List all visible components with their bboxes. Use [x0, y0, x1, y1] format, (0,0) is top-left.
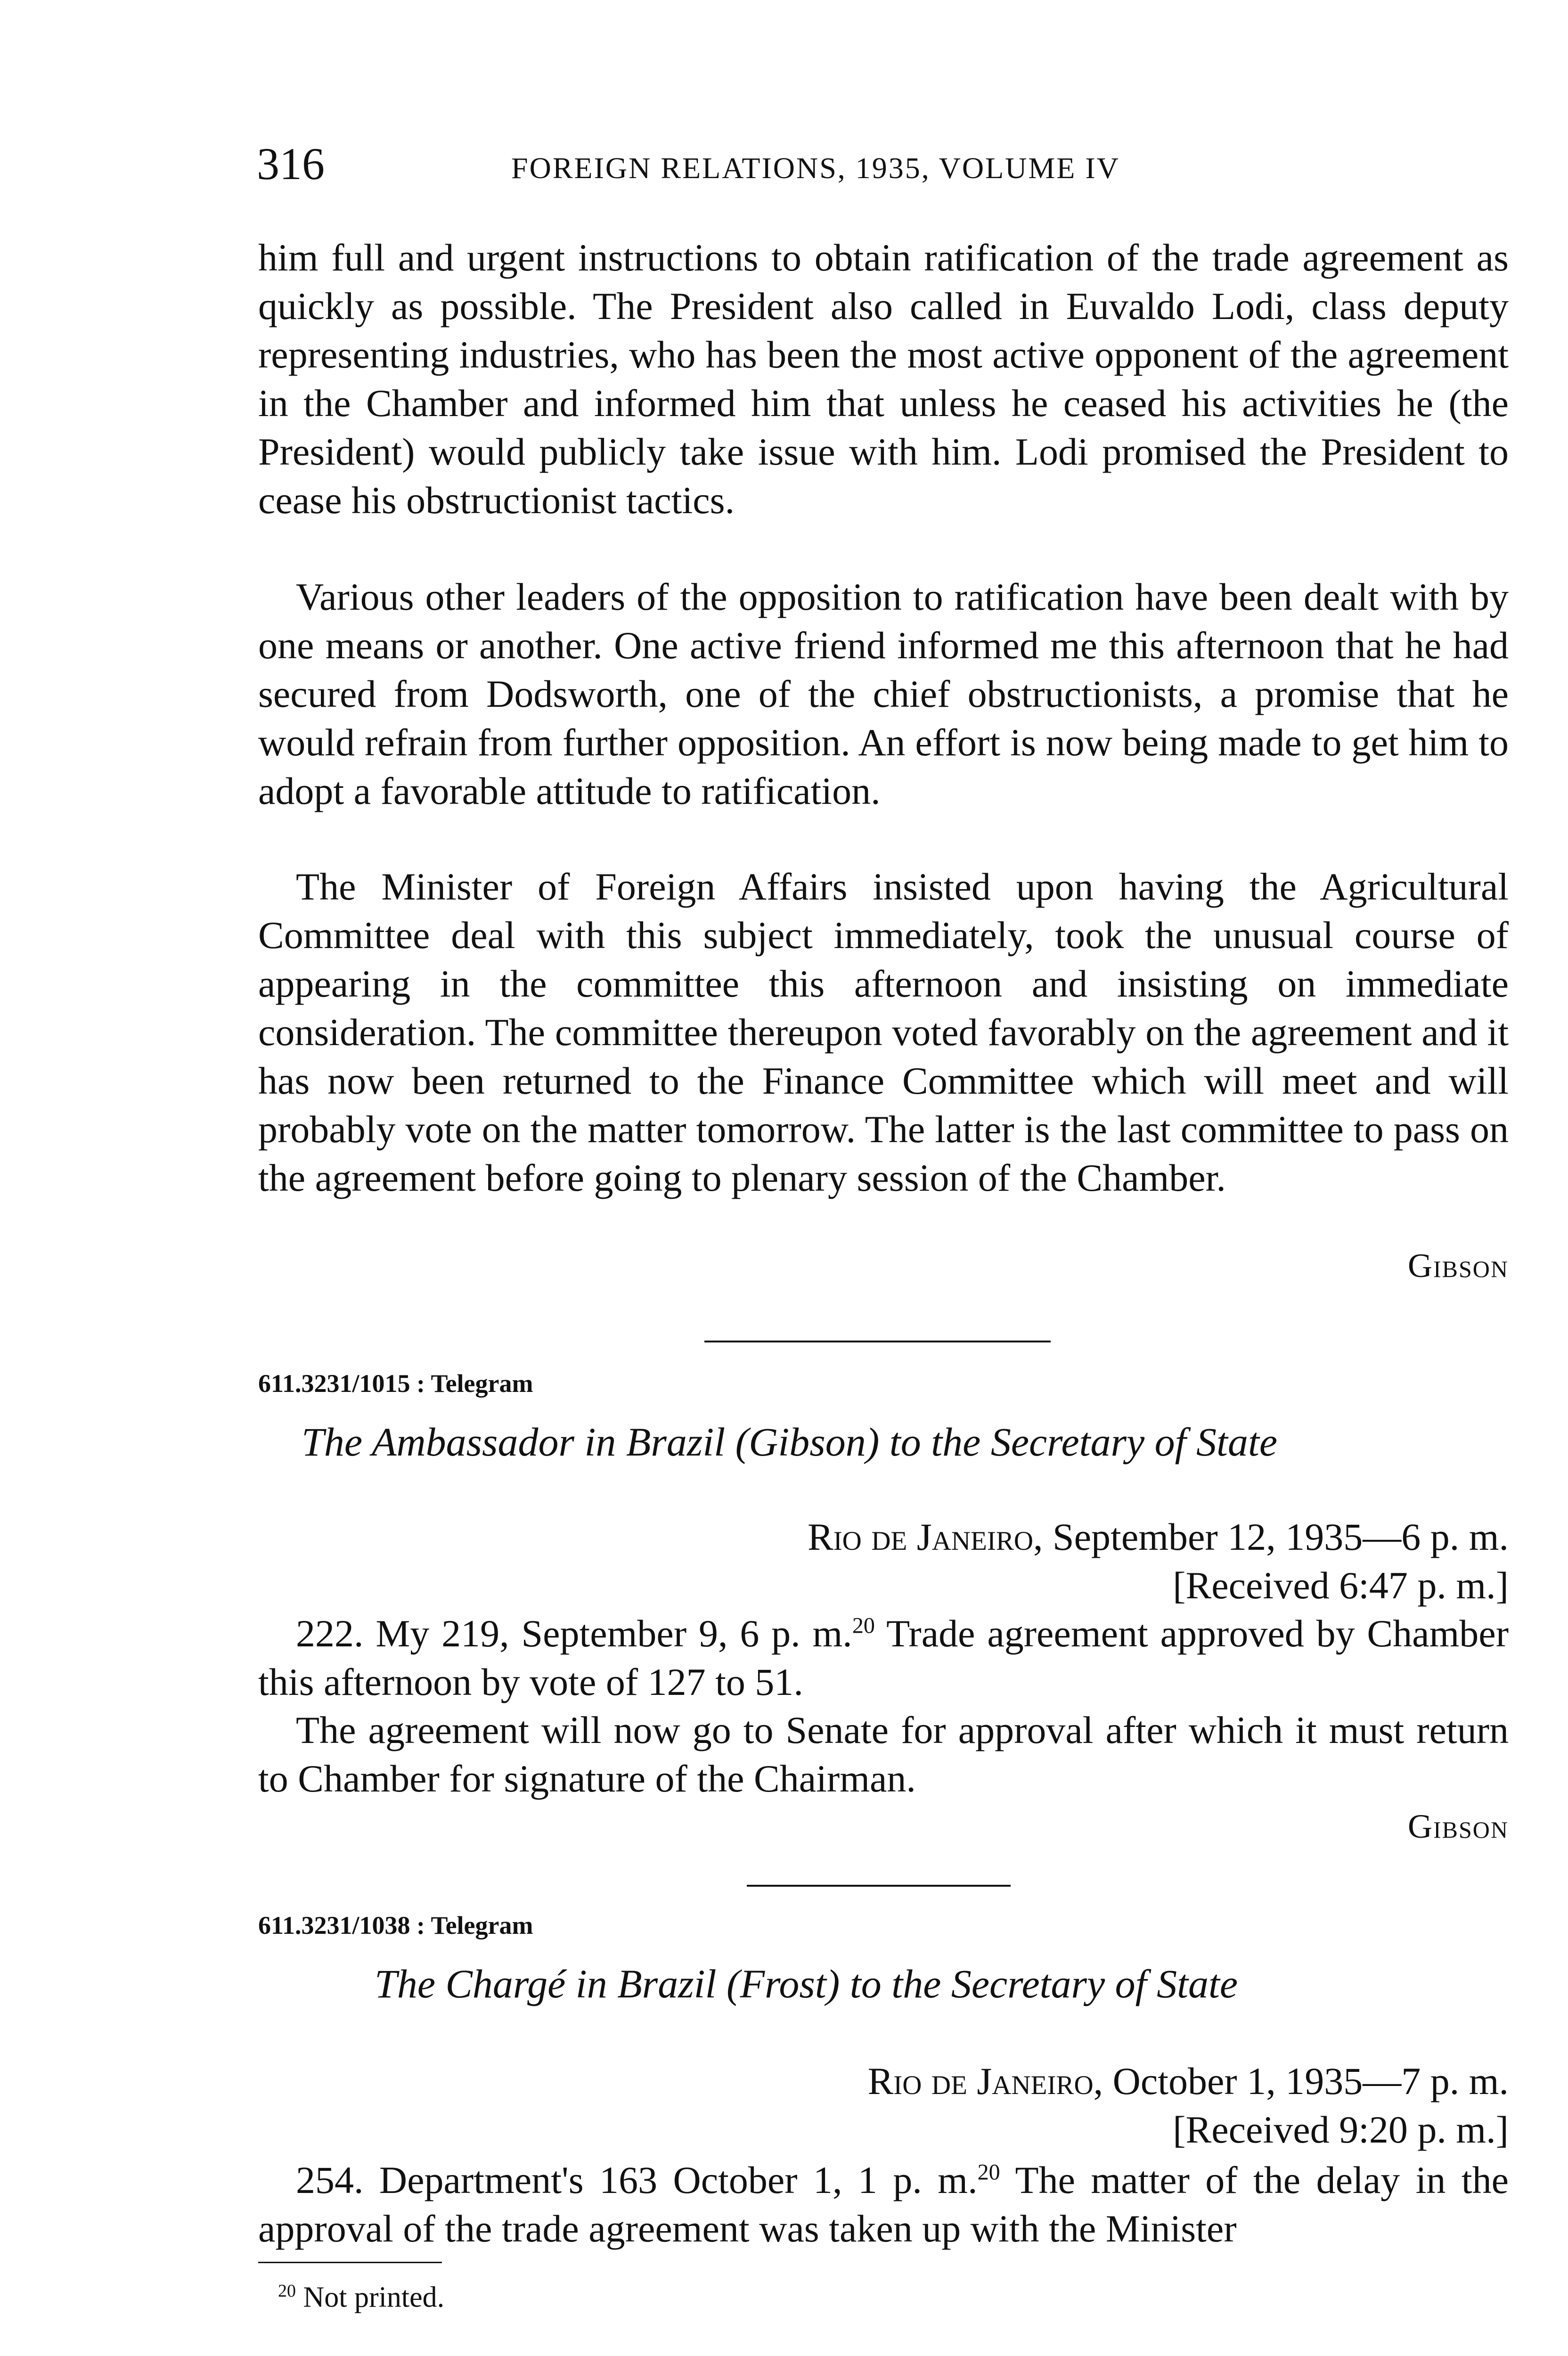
document-file-reference: 611.3231/1038 : Telegram	[258, 1911, 533, 1939]
message-text: 254. Department's 163 October 1, 1 p. m.	[296, 2159, 978, 2201]
body-paragraph: him full and urgent instructions to obtain ratification of the trade agreement as quickly as possible. The President also called in Euvaldo Lodi, class deputy representing industries, who has been the most active opponent of the agreement in the Chamber and informed him that unless he ceased his activities he (the President) would publicly take issue with him. Lodi promised the President to cease his obstructionist tactics.	[258, 236, 1509, 522]
body-paragraph: Various other leaders of the opposition to ratification have been dealt with by one means or another. One active friend informed me this afternoon that he had secured from Dodsworth, one of the chief obstructionists, a promise that he would refrain from further opposition. An effort is now being made to get him to adopt a favorable attitude to ratification.	[258, 575, 1509, 812]
footnote-rule	[258, 2262, 442, 2263]
message-text: The matter of the delay in the approval of the trade agreement was taken up with the Minister	[258, 2159, 1509, 2250]
footnote-marker: 20	[278, 2281, 296, 2301]
dateline-date: , September 12, 1935—6 p. m.	[1033, 1515, 1509, 1558]
footnote-reference: 20	[852, 1613, 875, 1638]
dateline	[808, 1515, 1509, 1559]
received-line: [Received 6:47 p. m.]	[1173, 1564, 1509, 1607]
document-title: The Chargé in Brazil (Frost) to the Secretary of State	[375, 1961, 1238, 2006]
footnote-text: Not printed.	[303, 2281, 445, 2314]
footnote-reference: 20	[977, 2160, 1000, 2185]
dateline-place: Rio de Janeiro	[808, 1515, 1034, 1558]
signature: Gibson	[1407, 1808, 1509, 1845]
body-paragraph	[258, 2156, 1509, 2253]
footnote	[278, 2281, 444, 2315]
page-number: 316	[257, 139, 325, 189]
received-line: [Received 9:20 p. m.]	[1173, 2108, 1509, 2151]
document-file-reference: 611.3231/1015 : Telegram	[258, 1369, 533, 1398]
signature: Gibson	[1407, 1247, 1509, 1284]
section-divider	[704, 1341, 1051, 1342]
body-paragraph: The agreement will now go to Senate for approval after which it must return to Chamber for signature of the Chairman.	[258, 1709, 1509, 1800]
document-title: The Ambassador in Brazil (Gibson) to the Secretary of State	[302, 1419, 1278, 1464]
message-text: 222. My 219, September 9, 6 p. m.	[296, 1612, 852, 1655]
dateline-place: Rio de Janeiro	[867, 2060, 1094, 2102]
dateline	[868, 2059, 1509, 2103]
message-text: Trade agreement approved by Chamber this afternoon by vote of 127 to 51.	[258, 1612, 1509, 1703]
body-paragraph	[258, 1609, 1509, 1706]
body-paragraph: The Minister of Foreign Affairs insisted upon having the Agricultural Committee deal with this subject immediately, took the unusual course of appearing in the committee this afternoon and insisting on immediate consideration. The committee thereupon voted favorably on the agreement and it has now been returned to the Finance Committee which will meet and will probably vote on the matter tomorrow. The latter is the last committee to pass on the agreement before going to plenary session of the Chamber.	[258, 865, 1509, 1199]
dateline-date: , October 1, 1935—7 p. m.	[1093, 2060, 1509, 2102]
running-title: FOREIGN RELATIONS, 1935, VOLUME IV	[511, 151, 1120, 185]
section-divider	[747, 1885, 1011, 1887]
